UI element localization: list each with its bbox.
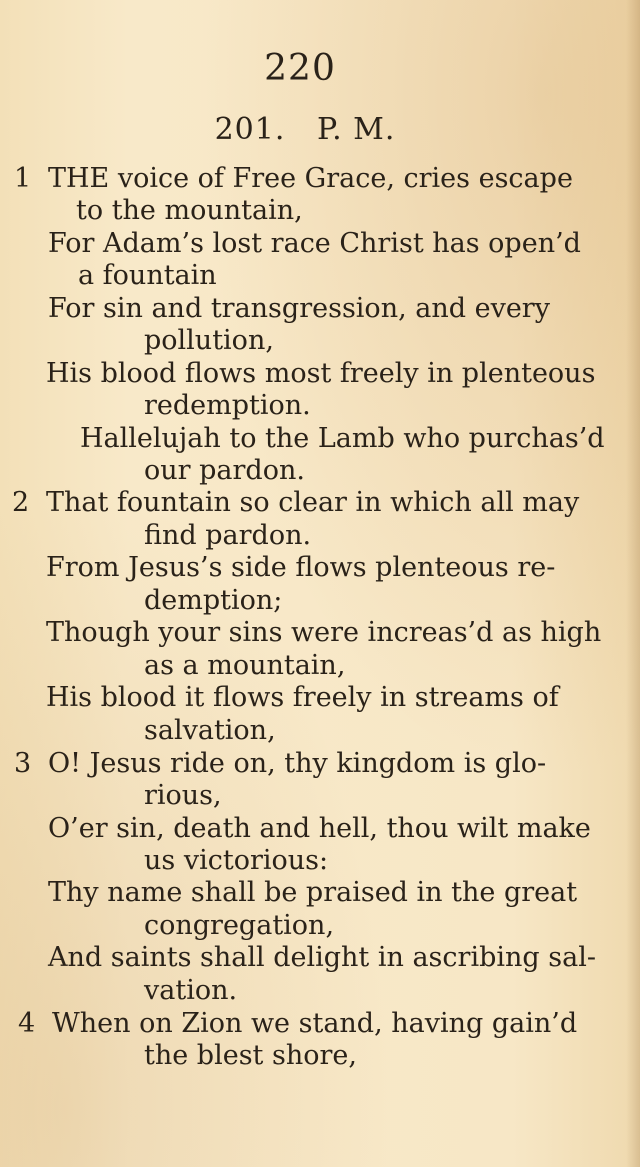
stanza-1-line-2: to the mountain, (76, 195, 303, 226)
stanza-4-line-2: the blest shore, (144, 1040, 357, 1071)
stanza-1-line-1 (14, 163, 608, 195)
stanza-1-line-10: our pardon. (144, 455, 305, 486)
stanza-3-line-3: O’er sin, death and hell, thou wilt make (48, 813, 591, 844)
stanza-3-line-8: vation. (144, 975, 238, 1006)
stanza-3-line-1 (14, 748, 546, 780)
hymn-heading (0, 112, 610, 147)
stanza-2-line-2: find pardon. (144, 520, 312, 551)
stanza-3-line-4: us victorious: (144, 845, 329, 876)
stanza-3-line-5: Thy name shall be praised in the great (48, 877, 578, 908)
stanza-number: 2 (12, 487, 30, 518)
verse-line: THE voice of Free Grace, cries escape (48, 163, 573, 194)
stanza-1-line-3: For Adam’s lost race Christ has open’d (48, 228, 581, 259)
stanza-number: 3 (14, 748, 32, 779)
stanza-2-line-7: His blood it flows freely in streams of (46, 682, 559, 713)
stanza-1-line-5: For sin and transgression, and every (48, 293, 550, 324)
stanza-1-line-4: a fountain (78, 260, 217, 291)
verse-line: O! Jesus ride on, thy kingdom is glo- (48, 748, 547, 779)
stanza-1-line-9: Hallelujah to the Lamb who purchas’d (80, 423, 605, 454)
stanza-1-line-6: pollution, (144, 325, 274, 356)
stanza-2-line-6: as a mountain, (144, 650, 346, 681)
stanza-3-line-6: congregation, (144, 910, 335, 941)
page-number: 220 (264, 48, 336, 89)
hymn-number: 201. (214, 112, 286, 147)
stanza-number: 1 (14, 163, 32, 194)
stanza-3-line-2: rious, (144, 780, 222, 811)
stanza-4-line-1 (18, 1008, 577, 1040)
stanza-1-line-7: His blood flows most freely in plenteous (46, 358, 596, 389)
page-edge-shadow (626, 0, 640, 1167)
stanza-2-line-4: demption; (144, 585, 283, 616)
stanza-number: 4 (18, 1008, 36, 1039)
verse-line: When on Zion we stand, having gain’d (52, 1008, 578, 1039)
stanza-1-line-8: redemption. (144, 390, 311, 421)
stanza-2-line-1 (12, 487, 579, 519)
verse-line: That fountain so clear in which all may (46, 487, 580, 518)
stanza-2-line-5: Though your sins were increas’d as high (46, 617, 602, 648)
stanza-2-line-8: salvation, (144, 715, 276, 746)
hymn-meter: P. M. (316, 112, 396, 147)
stanza-2-line-3: From Jesus’s side flows plenteous re- (46, 552, 556, 583)
stanza-3-line-7: And saints shall delight in ascribing sal- (48, 942, 596, 973)
